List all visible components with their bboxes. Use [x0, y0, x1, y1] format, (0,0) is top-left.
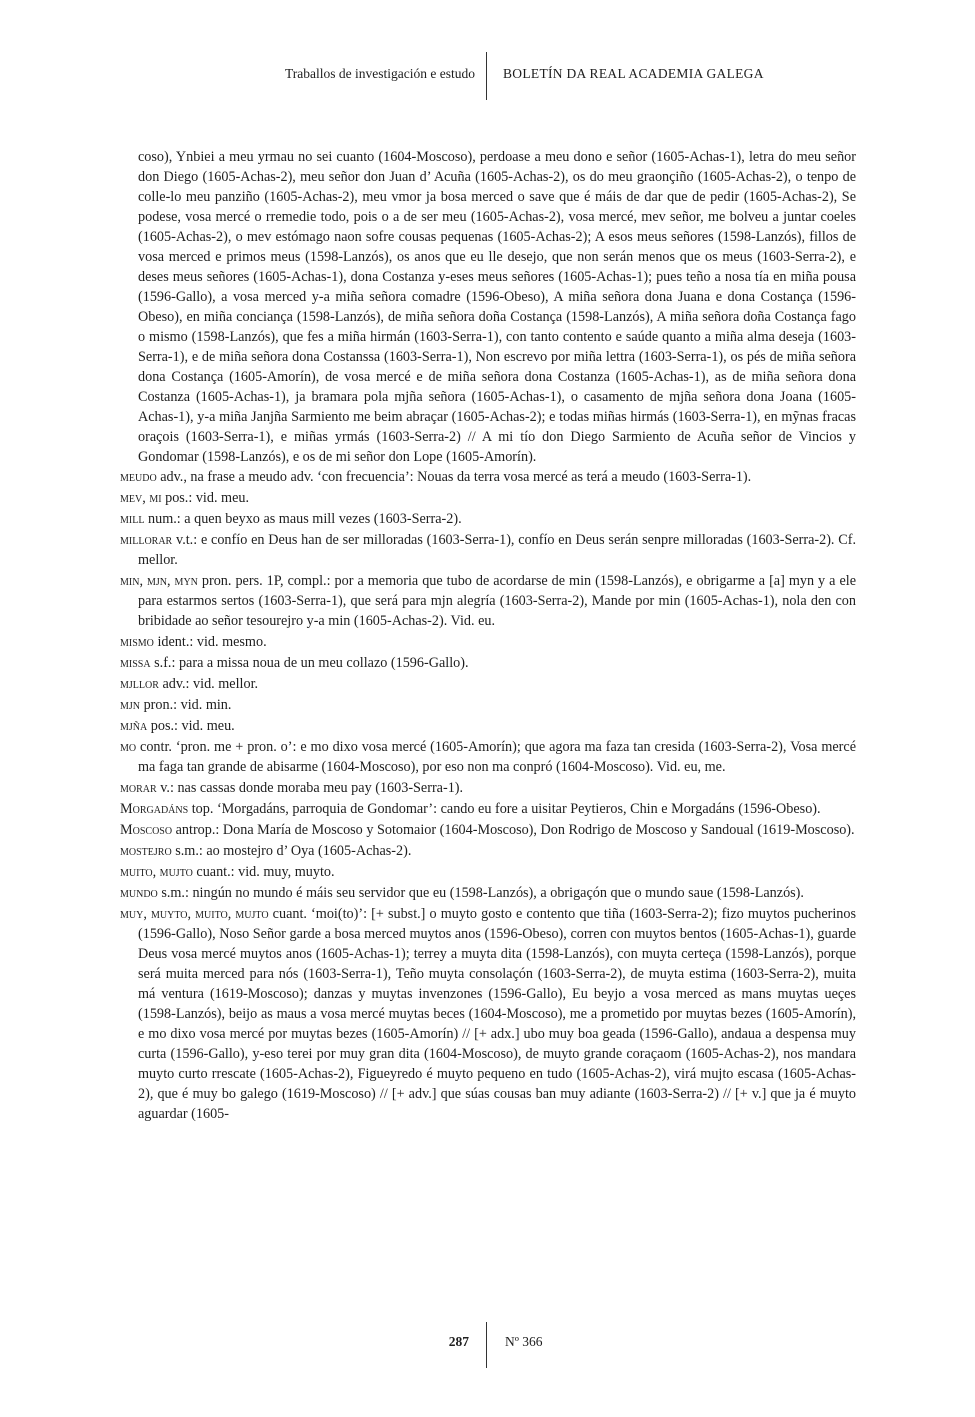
header-divider [486, 52, 487, 100]
entry-continuation: coso), Ynbiei a meu yrmau no sei cuanto (1604-Moscoso), perdoase a meu dono e señor (1605-Achas-1), letra do meu señor don Diego (1605-Achas-2), meu señor don Juan d’ Acuña (1605-Achas-2), os do meu graonçiño (1605-Achas-2), o tenpo de colle-lo meu panziño (1605-Achas-2), meu vmor ja bosa merced o save que é máis de dar que de pedir (1605-Achas-2), Se podese, vosa mercé o rremedie todo, pois o a de ser meu (1605-Achas-2), vosa mercé, mev señor, me bolveu a juntar coeles (1605-Achas-2), o mev estómago naon sofre cousas pequenas (1605-Achas-2); A esos meus señores (1598-Lanzós), fillos de vosa merced e primos meus (1598-Lanzós), os anos que eu lle desejo, que non serán menos que os meus (1603-Serra-2), e deses meus señores (1605-Achas-1), dona Costanza y-eses meus señores (1605-Achas-1); pues teño a nosa tía en miña pousa (1596-Gallo), a vosa merced y-a miña señora comadre (1596-Obeso), A miña señora dona Juana e dona Costança (1596-Obeso), en miña conciança (1598-Lanzós), de miña señora doña Costança (1598-Lanzós), A miña señora doña Costança fago o mismo (1598-Lanzós), que fes a miña hirmán (1603-Serra-1), con tanto contento e saúde quanto a miña alma deseja (1603-Serra-1), e de miña señora dona Costanssa (1603-Serra-1), Non escrevo por miña lettra (1603-Serra-1), os pés de miña señora dona Costança (1605-Amorín), de vosa mercé e de miña señora dona Costanza (1605-Achas-1), as de miña señora dona Costanza (1605-Achas-1), ja bramara pola mjña señora (1605-Achas-1), o casamento de mjña señora dona Joana (1605-Achas-1), y-a miña Janjña Sarmiento me beim abraçar (1605-Achas-2); e todas miñas hirmás (1603-Serra-1), en mỹnas fracas oraçois (1603-Serra-1), e miñas yrmás (1603-Serra-2) // A mi tío don Diego Sarmiento de Acuña señor de Vincios y Gondomar (1598-Lanzós), e os de mi señor don Lope (1605-Amorín). [138, 149, 856, 465]
entry-definition: ident.: vid. mesmo. [153, 634, 267, 650]
dictionary-entry [120, 883, 856, 903]
dictionary-entry [120, 820, 856, 840]
running-header [0, 52, 975, 102]
dictionary-entry [120, 530, 856, 570]
entry-lemma: min, mjn, myn [120, 573, 198, 589]
entry-lemma: Moscoso [120, 822, 173, 838]
footer-divider [486, 1322, 487, 1368]
entry-definition: s.m.: ao mostejro d’ Oya (1605-Achas-2). [171, 843, 412, 859]
entry-lemma: mismo [120, 634, 154, 650]
entry-definition: antrop.: Dona María de Moscoso y Sotomaior (1604-Moscoso), Don Rodrigo de Moscoso y Sandoual (1619-Moscoso). [172, 822, 855, 838]
dictionary-entry [120, 488, 856, 508]
entry-lemma: mev, mi [120, 490, 162, 506]
dictionary-entry [120, 737, 856, 777]
entry-lemma: muito, mujto [120, 864, 193, 880]
entry-lemma: morar [120, 780, 157, 796]
dictionary-entry [120, 509, 856, 529]
entry-lemma: millorar [120, 532, 173, 548]
page-footer [0, 1322, 975, 1368]
entry-lemma: meudo [120, 469, 157, 485]
entry-lemma: mill [120, 511, 145, 527]
dictionary-entry [120, 778, 856, 798]
page-number: 287 [448, 1334, 469, 1349]
dictionary-entry [120, 653, 856, 673]
entry-lemma: mostejro [120, 843, 172, 859]
dictionary-entry [120, 571, 856, 631]
entry-lemma: mundo [120, 885, 158, 901]
entry-definition: pron. pers. 1P, compl.: por a memoria que tubo de acordarse de min (1598-Lanzós), e obrigarme a [a] myn y a ele para estarmos sertos (1603-Serra-1), que será para mjn alegría (1603-Serra-2), Mande por min (1605-Achas-1), nola den con bribidade ao señor tesourejro y-a min (1605-Achas-2). Vid. eu. [138, 573, 856, 629]
entry-definition: num.: a quen beyxo as maus mill vezes (1603-Serra-2). [144, 511, 462, 527]
entry-definition: top. ‘Morgadáns, parroquia de Gondomar’: cando eu fore a uisitar Peytieros, Chin e Morgadáns (1596-Obeso). [188, 801, 821, 817]
dictionary-entry [120, 674, 856, 694]
entry-definition: v.t.: e confío en Deus han de ser milloradas (1603-Serra-1), confío en Deus serán senpre milloradas (1603-Serra-2). Cf. mellor. [138, 532, 856, 568]
entry-list [120, 467, 856, 1124]
entry-definition: pron.: vid. min. [140, 697, 232, 713]
entry-definition: s.f.: para a missa noua de un meu collazo (1596-Gallo). [150, 655, 469, 671]
entry-lemma: muy, muyto, muito, mujto [120, 906, 269, 922]
entry-definition: pos.: vid. meu. [161, 490, 250, 506]
dictionary-entry [120, 799, 856, 819]
entry-definition: cuant.: vid. muy, muyto. [192, 864, 335, 880]
issue-number: Nº 366 [505, 1334, 543, 1349]
entry-lemma: missa [120, 655, 151, 671]
entry-lemma: mjña [120, 718, 148, 734]
entry-definition: s.m.: ningún no mundo é máis seu servidor que eu (1598-Lanzós), a obrigaçón que o mundo saue (1598-Lanzós). [157, 885, 804, 901]
header-section-title: Traballos de investigación e estudo [285, 66, 475, 81]
dictionary-entry [120, 716, 856, 736]
dictionary-body [120, 147, 856, 1124]
entry-definition: contr. ‘pron. me + pron. o’: e mo dixo vosa mercé (1605-Amorín); que agora ma faza tan cresida (1603-Serra-2), Vosa mercé ma faga tan grande de abisarme (1604-Moscoso), por eso non ma conpró (1604-Moscoso). Vid. eu, me. [136, 739, 856, 775]
dictionary-entry [120, 632, 856, 652]
entry-definition: cuant. ‘moi(to)’: [+ subst.] o muyto gosto e contento que tiña (1603-Serra-2); fizo muytos pucherinos (1596-Gallo), Noso Señor garde a bosa merced muytos anos (1596-Obeso), corren con muytos bentos (1605-Achas-1), guarde Deus vosa mercé muytos anos (1605-Achas-1); terrey a muyta dita (1598-Lanzós), con muyta certeça (1598-Lanzós), porque será muita merced para nós (1603-Serra-1), Teño muyta consolaçón (1603-Serra-2), de muyta estima (1603-Serra-2), muita má ventura (1619-Moscoso); danzas y muytas invenzones (1596-Gallo), Eu beyjo a vosa merced as mans muytas ueçes (1598-Lanzós), beijo as maus a vosa mercé muytas beces (1604-Moscoso), me a prometido por muytas bezes (1605-Amorín), e mo dixo vosa mercé por muytas bezes (1605-Amorín) // [+ adx.] ubo muy boa geada (1596-Gallo), andaua a despensa muy curta (1596-Gallo), y-eso terei por muy gran dita (1604-Moscoso), de muyto grande coraçaom (1605-Achas-2), nos mandara muyto curto rrescate (1605-Achas-2), Figueyredo é muyto pequeno en tudo (1605-Achas-2), virá mujto escasa (1605-Achas-2), que é muy bo galego (1619-Moscoso) // [+ adv.] que súas cousas ban muy adiante (1603-Serra-2) // [+ v.] que ja é muyto aguardar (1605- [138, 906, 856, 1122]
entry-lemma: mjllor [120, 676, 159, 692]
entry-definition: pos.: vid. meu. [147, 718, 235, 734]
dictionary-entry [120, 841, 856, 861]
entry-lemma: mo [120, 739, 137, 755]
entry-definition: adv.: vid. mellor. [158, 676, 259, 692]
dictionary-entry [120, 467, 856, 487]
entry-definition: v.: nas cassas donde moraba meu pay (1603-Serra-1). [156, 780, 464, 796]
entry-lemma: mjn [120, 697, 141, 713]
entry-definition: adv., na frase a meudo adv. ‘con frecuencia’: Nouas da terra vosa mercé as terá a meudo (1603-Serra-1). [156, 469, 752, 485]
dictionary-entry [120, 904, 856, 1124]
header-journal-title: BOLETÍN DA REAL ACADEMIA GALEGA [503, 66, 764, 81]
entry-lemma: Morgadáns [120, 801, 189, 817]
dictionary-entry [120, 862, 856, 882]
dictionary-entry [120, 695, 856, 715]
